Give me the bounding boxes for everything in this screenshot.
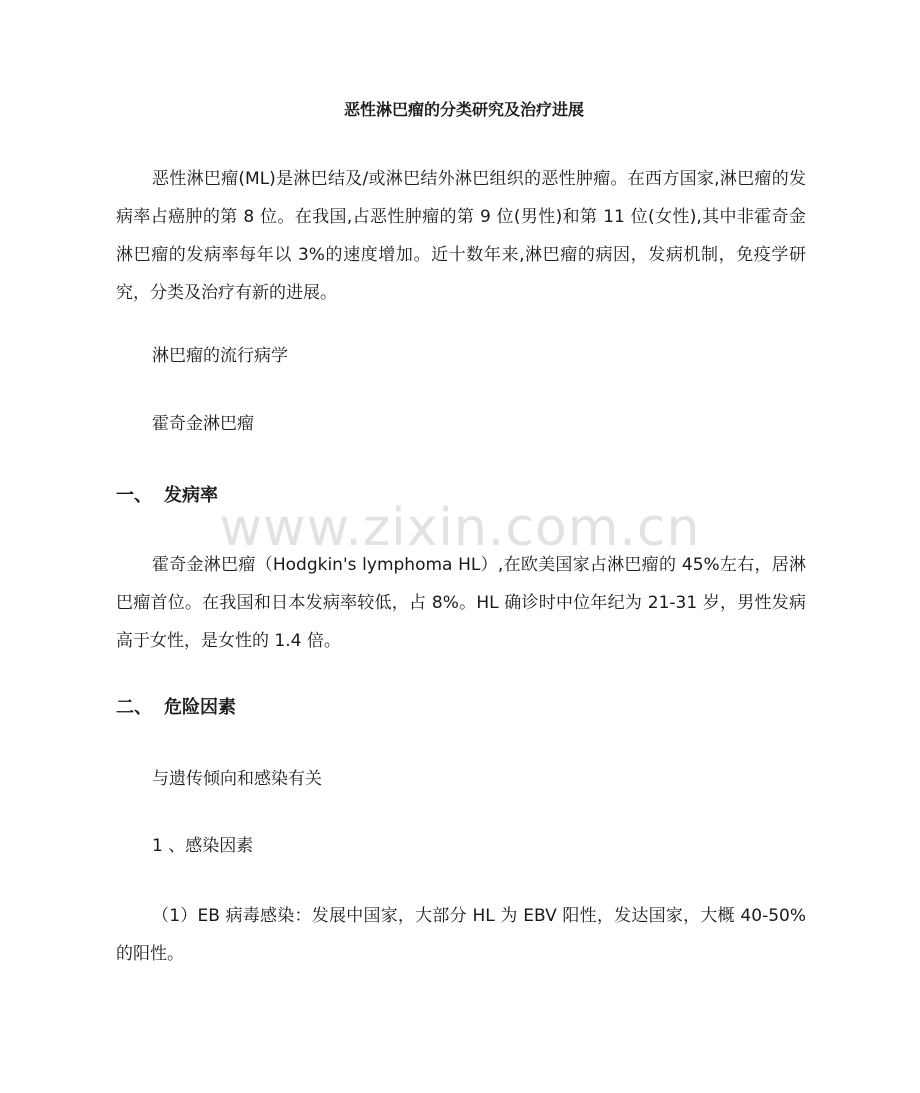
- heading-number: 二、: [116, 697, 152, 718]
- incidence-paragraph: 霍奇金淋巴瘤（Hodgkin's lymphoma HL）,在欧美国家占淋巴瘤的 45%左右，居淋巴瘤首位。在我国和日本发病率较低，占 8%。HL 确诊时中位年纪为 21-31 岁，男性发病高于女性，是女性的 1.4 倍。: [116, 555, 806, 651]
- eb-virus-paragraph: （1）EB 病毒感染：发展中国家，大部分 HL 为 EBV 阳性，发达国家，大概 40-50%的阳性。: [116, 906, 806, 964]
- section-epidemiology: 淋巴瘤的流行病学: [152, 346, 288, 366]
- risk-line: 与遗传倾向和感染有关: [152, 769, 322, 789]
- section-hodgkin: 霍奇金淋巴瘤: [152, 414, 254, 434]
- heading-text: 发病率: [164, 485, 218, 506]
- heading-incidence: [116, 483, 218, 509]
- site-watermark: www.zixin.com.cn: [219, 498, 701, 558]
- document-title: 恶性淋巴瘤的分类研究及治疗进展: [343, 100, 584, 119]
- heading-text: 危险因素: [164, 697, 236, 718]
- intro-paragraph: 恶性淋巴瘤(ML)是淋巴结及/或淋巴结外淋巴组织的恶性肿瘤。在西方国家,淋巴瘤的发病率占癌肿的第 8 位。在我国,占恶性肿瘤的第 9 位(男性)和第 11 位(女性),其中非霍奇金淋巴瘤的发病率每年以 3%的速度增加。近十数年来,淋巴瘤的病因，发病机制，免疫学研究，分类及治疗有新的进展。: [116, 169, 806, 303]
- heading-risk-factors: [116, 695, 236, 721]
- heading-number: 一、: [116, 485, 152, 506]
- infection-factors-line: 1 、感染因素: [152, 836, 254, 856]
